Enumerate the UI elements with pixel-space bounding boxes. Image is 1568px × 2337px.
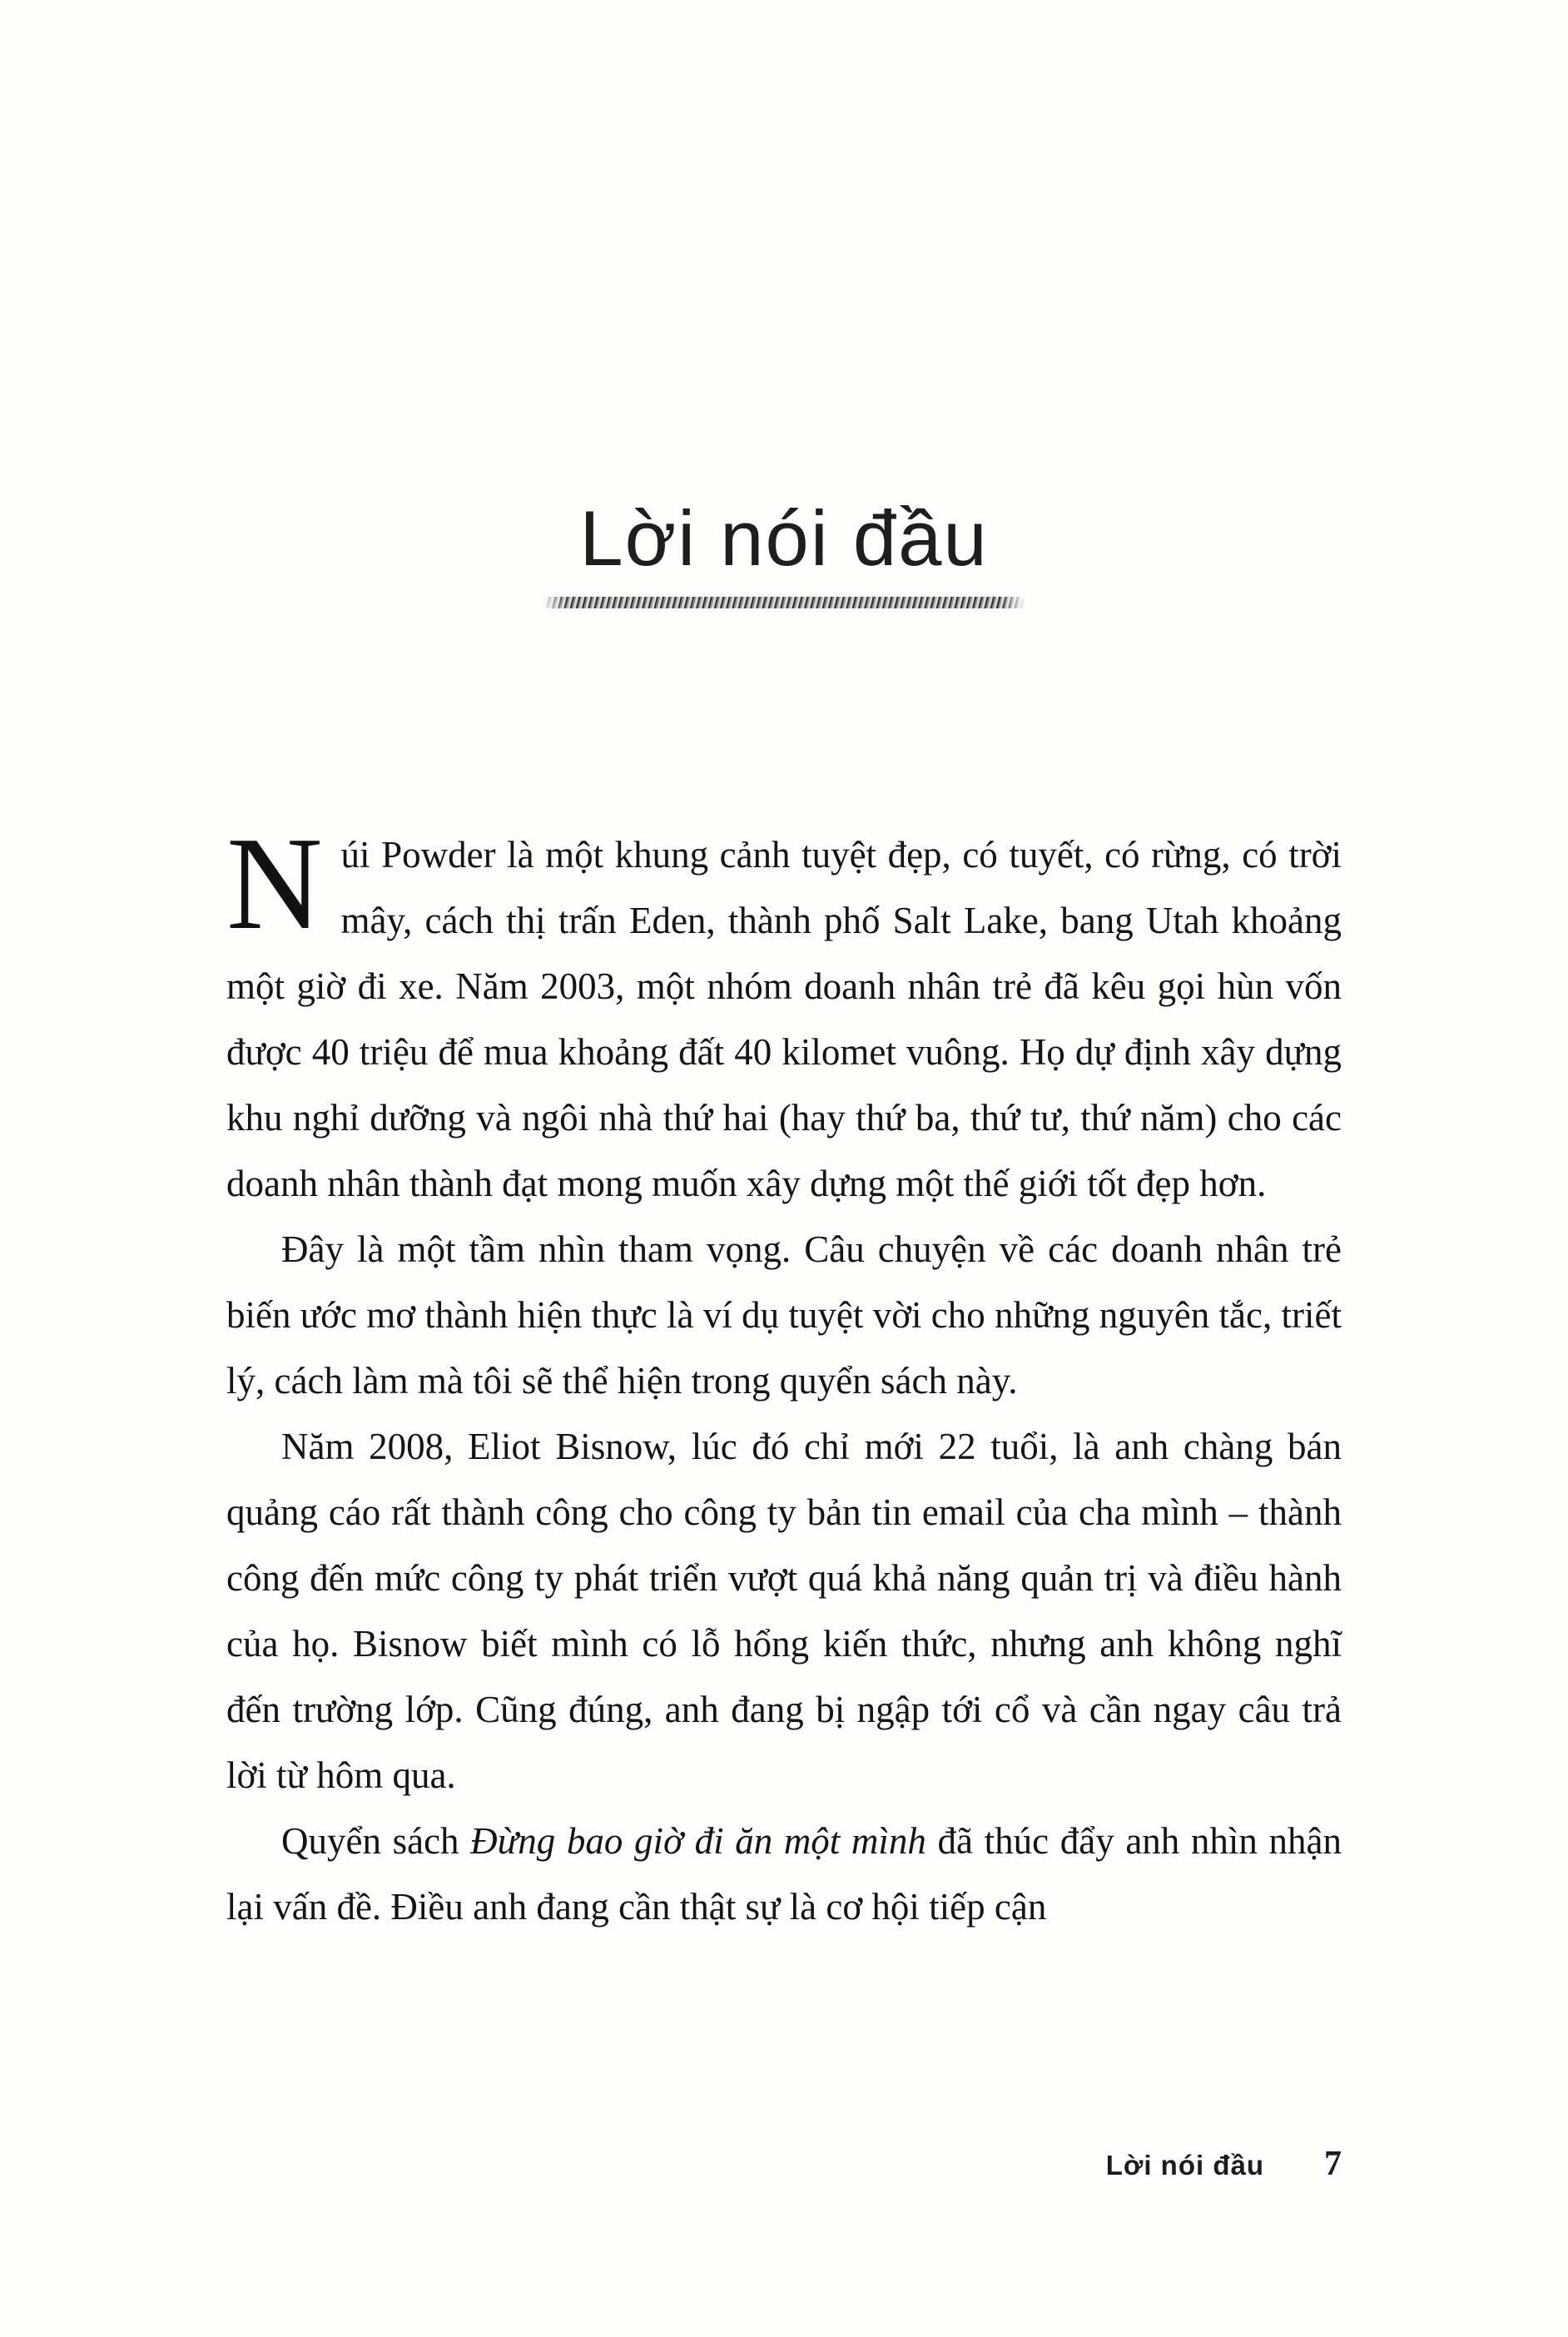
preface-body [226,809,1342,1940]
paragraph-4 [226,1809,1342,1940]
paragraph-1-text: úi Powder là một khung cảnh tuyệt đẹp, có tuyết, có rừng, có trời mây, cách thị trấn Eden, thành phố Salt Lake, bang Utah khoảng một giờ đi xe. Năm 2003, một nhóm doanh nhân trẻ đã kêu gọi hùn vốn được 40 triệu để mua khoảng đất 40 kilomet vuông. Họ dự định xây dựng khu nghỉ dưỡng và ngôi nhà thứ hai (hay thứ ba, thứ tư, thứ năm) cho các doanh nhân thành đạt mong muốn xây dựng một thế giới tốt đẹp hơn. [226,834,1342,1204]
dropcap-letter: N [226,809,323,957]
page-footer [1106,2144,1342,2184]
paragraph-1 [226,809,1342,1217]
paragraph-3-text: Năm 2008, Eliot Bisnow, lúc đó chỉ mới 22 tuổi, là anh chàng bán quảng cáo rất thành công cho công ty bản tin email của cha mình – thành công đến mức công ty phát triển vượt quá khả năng quản trị và điều hành của họ. Bisnow biết mình có lỗ hổng kiến thức, nhưng anh không nghĩ đến trường lớp. Cũng đúng, anh đang bị ngập tới cổ và cần ngay câu trả lời từ hôm qua. [226,1426,1342,1796]
footer-page-number: 7 [1324,2145,1342,2183]
title-underline-squiggle [543,597,1025,608]
referenced-book-title: Đừng bao giờ đi ăn một mình [470,1820,926,1862]
page-title: Lời nói đầu [579,494,989,582]
paragraph-2-text: Đây là một tầm nhìn tham vọng. Câu chuyện về các doanh nhân trẻ biến ước mơ thành hiện thực là ví dụ tuyệt vời cho những nguyên tắc, triết lý, cách làm mà tôi sẽ thể hiện trong quyển sách này. [226,1228,1342,1402]
footer-section-label: Lời nói đầu [1105,2150,1264,2181]
paragraph-4-text-after: đã thúc đẩy anh nhìn nhận lại vấn đề. Điều anh đang cần thật sự là cơ hội tiếp cận [226,1820,1342,1928]
paragraph-4-text-before: Quyển sách [281,1820,471,1862]
paragraph-3 [226,1414,1342,1809]
title-block [0,494,1568,608]
paragraph-2 [226,1217,1342,1414]
